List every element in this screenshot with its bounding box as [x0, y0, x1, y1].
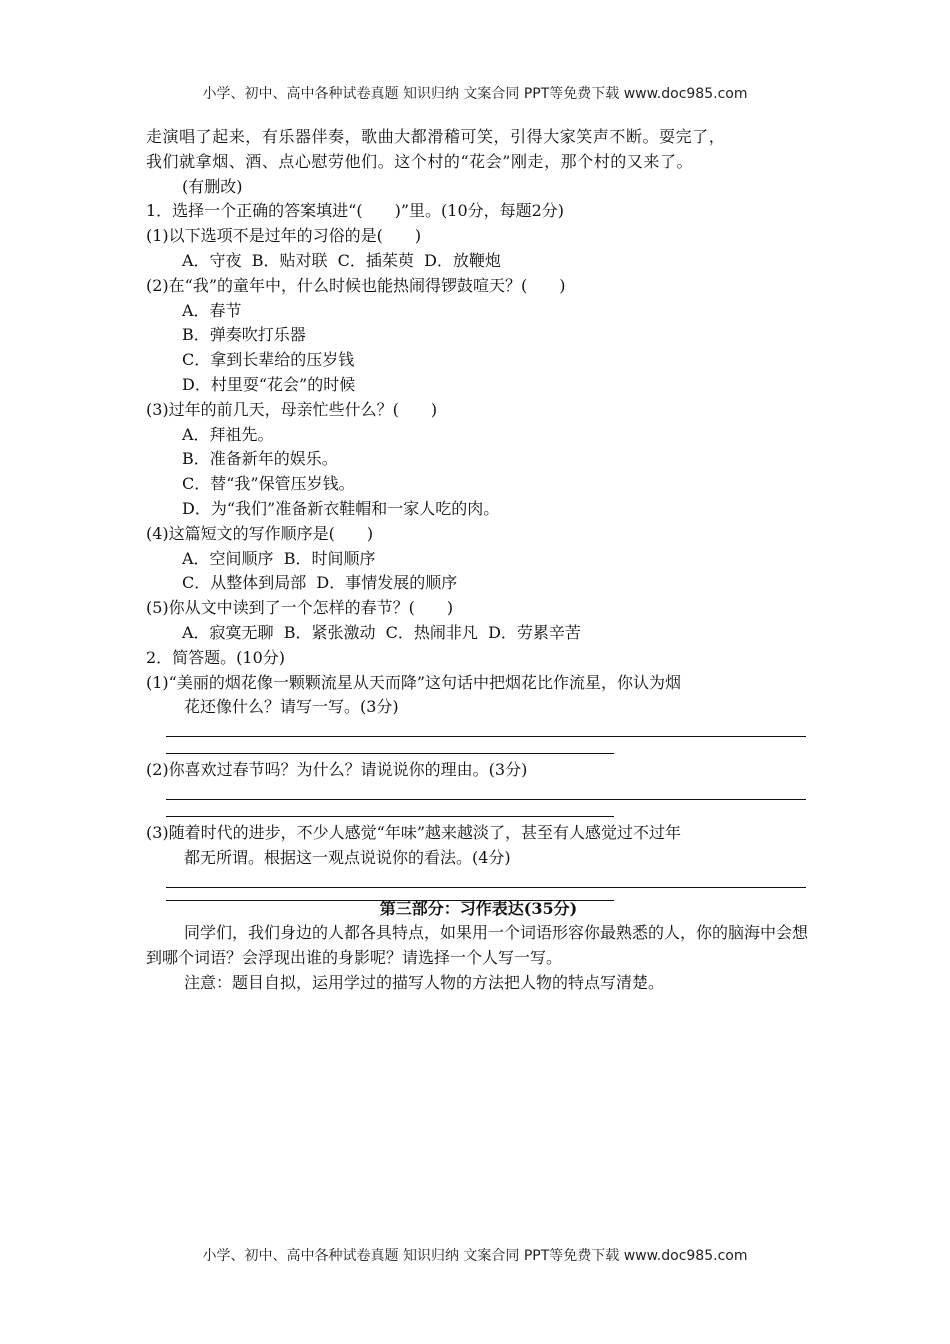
q1-5-options: A．寂寞无聊 B．紧张激动 C．热闹非凡 D．劳累辛苦	[182, 622, 581, 642]
exam-content	[146, 125, 811, 996]
part3-note: 注意：题目自拟，运用学过的描写人物的方法把人物的特点写清楚。	[184, 972, 665, 992]
q2-1-stem: (1)“美丽的烟花像一颗颗流星从天而降”这句话中把烟花比作流星，你认为烟	[146, 672, 682, 692]
q1-3-option-d: D．为“我们”准备新衣鞋帽和一家人吃的肉。	[182, 498, 500, 518]
answer-line[interactable]	[166, 720, 806, 737]
part3-heading: 第三部分：习作表达(35分)	[379, 898, 578, 918]
q1-3-option-a: A．拜祖先。	[182, 424, 274, 444]
q2-1-stem-cont: 花还像什么？请写一写。(3分)	[184, 697, 399, 717]
q1-2-stem: (2)在“我”的童年中，什么时候也能热闹得锣鼓喧天？( )	[146, 275, 566, 295]
q1-5-stem: (5)你从文中读到了一个怎样的春节？( )	[146, 598, 454, 618]
q1-3-option-c: C．替“我”保管压岁钱。	[182, 474, 355, 494]
q1-4-options-ab: A．空间顺序 B．时间顺序	[182, 548, 376, 568]
q1-3-stem: (3)过年的前几天，母亲忙些什么？( )	[146, 399, 438, 419]
answer-line[interactable]	[166, 800, 614, 817]
q1-1-stem: (1)以下选项不是过年的习俗的是( )	[146, 226, 422, 246]
q1-4-options-cd: C．从整体到局部 D．事情发展的顺序	[182, 573, 458, 593]
q1-2-option-a: A．春节	[182, 300, 242, 320]
passage-line: 我们就拿烟、酒、点心慰劳他们。这个村的“花会”刚走，那个村的又来了。	[146, 151, 694, 171]
q1-title: 1．选择一个正确的答案填进“( )”里。(10分，每题2分)	[146, 201, 565, 221]
q1-2-option-c: C．拿到长辈给的压岁钱	[182, 350, 355, 370]
q1-3-option-b: B．准备新年的娱乐。	[182, 449, 338, 469]
page-footer: 小学、初中、高中各种试卷真题 知识归纳 文案合同 PPT等免费下载 www.doc985.com	[202, 1248, 748, 1264]
q1-2-option-b: B．弹奏吹打乐器	[182, 325, 306, 345]
q2-3-stem-cont: 都无所谓。根据这一观点说说你的看法。(4分)	[184, 847, 511, 867]
q2-title: 2．简答题。(10分)	[146, 647, 286, 667]
q1-2-option-d: D．村里耍“花会”的时候	[182, 374, 356, 394]
answer-line[interactable]	[166, 783, 806, 800]
answer-line[interactable]	[166, 737, 614, 754]
q2-2-stem: (2)你喜欢过春节吗？为什么？请说说你的理由。(3分)	[146, 760, 528, 780]
q1-4-stem: (4)这篇短文的写作顺序是( )	[146, 523, 374, 543]
part3-prompt: 同学们，我们身边的人都各具特点，如果用一个词语形容你最熟悉的人，你的脑海中会想到哪个词语？会浮现出谁的身影呢？请选择一个人写一写。	[146, 923, 809, 968]
passage-source: (有删改)	[182, 176, 243, 196]
page-header: 小学、初中、高中各种试卷真题 知识归纳 文案合同 PPT等免费下载 www.doc985.com	[202, 86, 748, 102]
q1-1-options: A．守夜 B．贴对联 C．插茱萸 D．放鞭炮	[182, 250, 501, 270]
answer-line[interactable]	[166, 871, 806, 888]
passage-line: 走演唱了起来，有乐器伴奏，歌曲大都滑稽可笑，引得大家笑声不断。耍完了，	[146, 127, 726, 146]
q2-3-stem: (3)随着时代的进步，不少人感觉“年味”越来越淡了，甚至有人感觉过不过年	[146, 822, 682, 842]
